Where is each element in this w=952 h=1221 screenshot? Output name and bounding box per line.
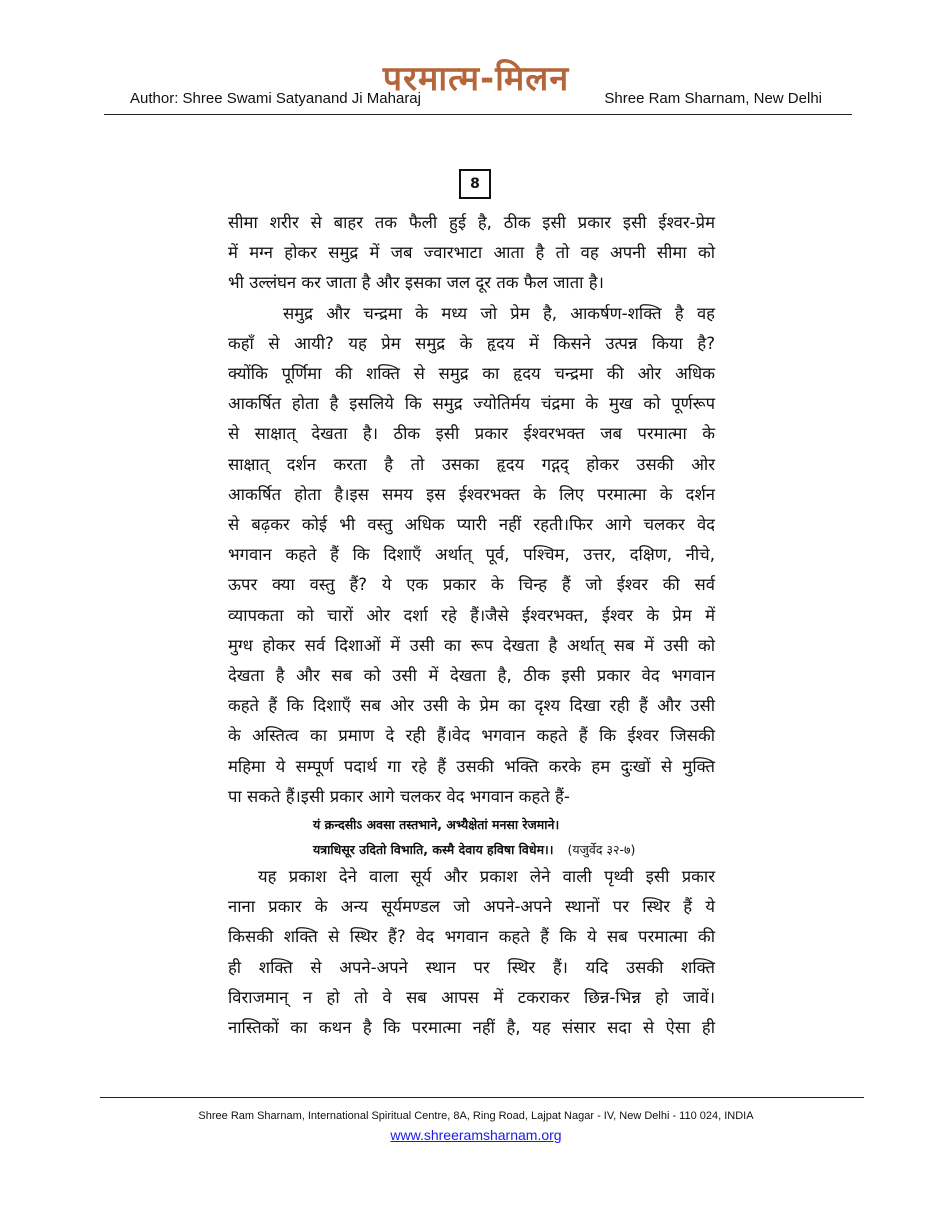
text-line: आकर्षित होता है।इस समय इस ईश्वरभक्त के लिए परमात्मा के दर्शन bbox=[228, 484, 715, 504]
text-line: समुद्र और चन्द्रमा के मध्य जो प्रेम है, आकर्षण-शक्ति है वह bbox=[283, 303, 715, 323]
footer-divider bbox=[100, 1097, 864, 1098]
text-line: मुग्ध होकर सर्व दिशाओं में उसी का रूप देखता है अर्थात् सब में उसी को bbox=[228, 635, 715, 655]
text-line: यह प्रकाश देने वाला सूर्य और प्रकाश लेने वाली पृथ्वी इसी प्रकार bbox=[258, 867, 715, 886]
text-line: नाना प्रकार के अन्य सूर्यमण्डल जो अपने-अपने स्थानों पर स्थिर हैं ये bbox=[228, 897, 715, 917]
text-line: आकर्षित होता है इसलिये कि समुद्र ज्योतिर्मय चंद्रमा के मुख को पूर्णरूप bbox=[228, 394, 715, 414]
text-line: के अस्तित्व का प्रमाण दे रही हैं।वेद भगवान कहते हैं कि ईश्वर जिसकी bbox=[228, 726, 715, 746]
header-divider bbox=[104, 114, 852, 115]
verse-reference: (यजुर्वेद ३२-७) bbox=[567, 842, 636, 857]
verse-line-2 bbox=[313, 841, 635, 858]
text-line: देखता है और सब को उसी में देखता है, ठीक इसी प्रकार वेद भगवान bbox=[228, 666, 715, 686]
book-title: परमात्म-मिलन bbox=[382, 59, 570, 99]
text-line: से साक्षात् देखता है। ठीक इसी प्रकार ईश्वरभक्त जब परमात्मा के bbox=[228, 424, 715, 444]
text-line: क्योंकि पूर्णिमा की शक्ति से समुद्र का हृदय चन्द्रमा की ओर अधिक bbox=[228, 364, 715, 384]
publisher-line: Shree Ram Sharnam, New Delhi bbox=[604, 90, 822, 107]
text-line: व्यापकता को चारों ओर दर्शा रहे हैं।जैसे ईश्वरभक्त, ईश्वर के प्रेम में bbox=[228, 605, 715, 625]
text-line: नास्तिकों का कथन है कि परमात्मा नहीं है, यह संसार सदा से ऐसा ही bbox=[228, 1018, 715, 1038]
page-number-box: 8 bbox=[459, 169, 491, 199]
text-line: पा सकते हैं।इसी प्रकार आगे चलकर वेद भगवान कहते हैं- bbox=[228, 786, 570, 806]
text-line: किसकी शक्ति से स्थिर हैं? वेद भगवान कहते हैं कि ये सब परमात्मा की bbox=[228, 927, 715, 947]
text-line: विराजमान् न हो तो वे सब आपस में टकराकर छिन्न-भिन्न हो जावें। bbox=[228, 987, 715, 1007]
main-text bbox=[228, 208, 715, 812]
text-line: ही शक्ति से अपने-अपने स्थान पर स्थिर हैं। यदि उसकी शक्ति bbox=[228, 957, 715, 977]
main-text-continued bbox=[228, 862, 715, 1043]
text-line: महिमा ये सम्पूर्ण पदार्थ गा रहे हैं उसकी भक्ति करके हम दुःखों से मुक्ति bbox=[228, 756, 715, 776]
text-line: से बढ़कर कोई भी वस्तु अधिक प्यारी नहीं रहती।फिर आगे चलकर वेद bbox=[228, 515, 715, 535]
verse-line-1: यं क्रन्दसीऽ अवसा तस्तभाने, अभ्यैक्षेतां मनसा रेजमाने। bbox=[313, 817, 560, 832]
text-line: भगवान कहते हैं कि दिशाएँ अर्थात् पूर्व, पश्चिम, उत्तर, दक्षिण, नीचे, bbox=[228, 545, 715, 565]
text-line: भी उल्लंघन कर जाता है और इसका जल दूर तक फैल जाता है। bbox=[228, 273, 604, 293]
text-line: साक्षात् दर्शन करता है तो उसका हृदय गद्गद् होकर उसकी ओर bbox=[228, 454, 715, 474]
text-line: कहाँ से आयी? यह प्रेम समुद्र के हृदय में किसने उत्पन्न किया है? bbox=[228, 333, 715, 353]
verse-text: यत्राधिसूर उदितो विभाति, कस्मै देवाय हविषा विधेम।। bbox=[313, 842, 554, 857]
text-line: में मग्न होकर समुद्र में जब ज्वारभाटा आता है तो वह अपनी सीमा को bbox=[228, 243, 715, 263]
footer-address: Shree Ram Sharnam, International Spiritual Centre, 8A, Ring Road, Lajpat Nagar - IV, New Delhi - 110 024, INDIA bbox=[198, 1110, 754, 1122]
text-line: कहते हैं कि दिशाएँ सब ओर उसी के प्रेम का दृश्य दिखा रही हैं और उसी bbox=[228, 696, 715, 716]
text-line: ऊपर क्या वस्तु हैं? ये एक प्रकार के चिन्ह हैं जो ईश्वर की सर्व bbox=[228, 575, 715, 595]
author-line: Author: Shree Swami Satyanand Ji Maharaj bbox=[130, 90, 421, 107]
text-line: सीमा शरीर से बाहर तक फैली हुई है, ठीक इसी प्रकार इसी ईश्वर-प्रेम bbox=[228, 213, 715, 232]
website-link[interactable]: www.shreeramsharnam.org bbox=[390, 1127, 562, 1143]
